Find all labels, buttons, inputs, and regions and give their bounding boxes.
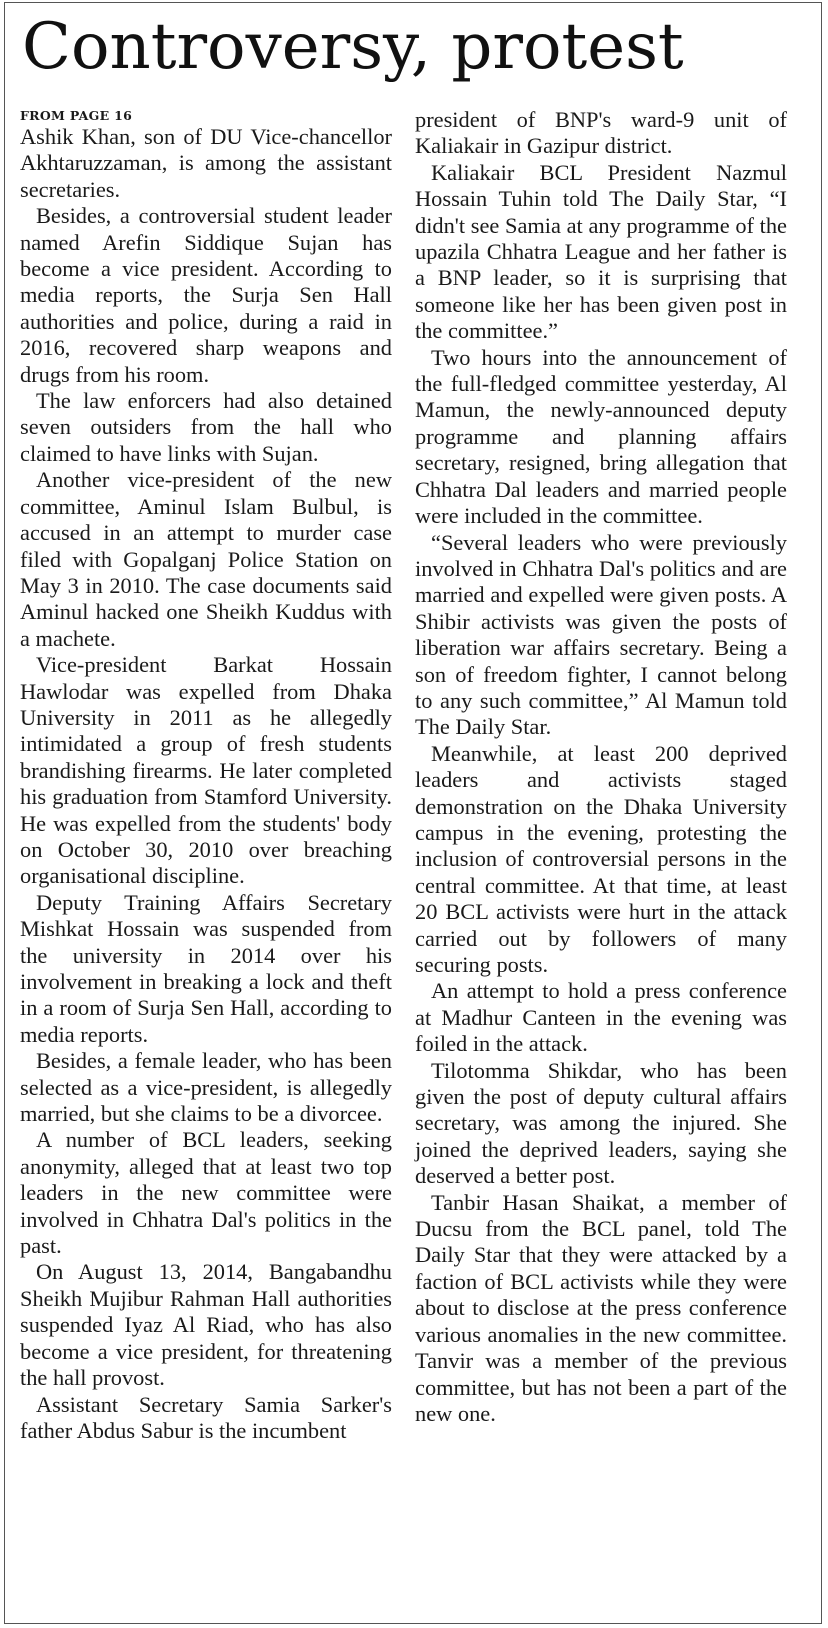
paragraph: Meanwhile, at least 200 deprived leaders and activists staged demonstration on the Dhaka University campus in the evening, protesting the inclusion of controversial persons in the central committee. At that time, at least 20 BCL activists were hurt in the attack carried out by followers of many securing posts.	[415, 740, 787, 977]
jump-line: FROM PAGE 16	[20, 108, 133, 123]
paragraph: Deputy Training Affairs Secretary Mishkat Hossain was suspended from the university in 2014 over his involvement in breaking a lock and theft in a room of Surja Sen Hall, according to media reports.	[20, 889, 392, 1047]
paragraph: Assistant Secretary Samia Sarker's father Abdus Sabur is the incumbent	[20, 1391, 392, 1443]
paragraph: Vice-president Barkat Hossain Hawlodar was expelled from Dhaka University in 2011 as he allegedly intimidated a group of fresh students brandishing firearms. He later completed his graduation from Stamford University. He was expelled from the students' body on October 30, 2010 over breaching organisational discipline.	[20, 652, 392, 889]
paragraph: “Several leaders who were previously involved in Chhatra Dal's politics and are married and expelled were given posts. A Shibir activists was given the posts of liberation war affairs secretary. Being a son of freedom fighter, I cannot belong to any such committee,” Al Mamun told The Daily Star.	[415, 529, 787, 740]
paragraph: Besides, a controversial student leader named Arefin Siddique Sujan has become a vice president. According to media reports, the Surja Sen Hall authorities and police, during a raid in 2016, recovered sharp weapons and drugs from his room.	[20, 203, 392, 387]
paragraph: An attempt to hold a press conference at Madhur Canteen in the evening was foiled in the attack.	[415, 978, 787, 1057]
article-column-right	[415, 107, 787, 1427]
paragraph: Besides, a female leader, who has been selected as a vice-president, is allegedly married, but she claims to be a divorcee.	[20, 1048, 392, 1127]
paragraph: Tanbir Hasan Shaikat, a member of Ducsu from the BCL panel, told The Daily Star that they were attacked by a faction of BCL activists while they were about to disclose at the press conference various anomalies in the new committee. Tanvir was a member of the previous committee, but has not been a part of the new one.	[415, 1189, 787, 1426]
paragraph: Ashik Khan, son of DU Vice-chancellor Akhtaruzzaman, is among the assistant secretaries.	[20, 124, 392, 202]
paragraph: Kaliakair BCL President Nazmul Hossain Tuhin told The Daily Star, “I didn't see Samia at any programme of the upazila Chhatra League and her father is a BNP leader, so it is surprising that someone like her has been given post in the committee.”	[415, 159, 787, 344]
paragraph: Two hours into the announcement of the full-fledged committee yesterday, Al Mamun, the newly-announced deputy programme and planning affairs secretary, resigned, bring allegation that Chhatra Dal leaders and married people were included in the committee.	[415, 344, 787, 529]
paragraph-continuation: president of BNP's ward-9 unit of Kaliakair in Gazipur district.	[415, 107, 787, 159]
paragraph: A number of BCL leaders, seeking anonymity, alleged that at least two top leaders in the new committee were involved in Chhatra Dal's politics in the past.	[20, 1127, 392, 1259]
article-column-left	[20, 107, 392, 1444]
headline: Controversy, protest	[22, 10, 684, 84]
paragraph: Tilotomma Shikdar, who has been given the post of deputy cultural affairs secretary, was among the injured. She joined the deprived leaders, saying she deserved a better post.	[415, 1057, 787, 1189]
paragraph: The law enforcers had also detained seven outsiders from the hall who claimed to have links with Sujan.	[20, 388, 392, 466]
paragraph: On August 13, 2014, Bangabandhu Sheikh Mujibur Rahman Hall authorities suspended Iyaz Al Riad, who has also become a vice president, for threatening the hall provost.	[20, 1259, 392, 1391]
paragraph: Another vice-president of the new committee, Aminul Islam Bulbul, is accused in an attempt to murder case filed with Gopalganj Police Station on May 3 in 2010. The case documents said Aminul hacked one Sheikh Kuddus with a machete.	[20, 467, 392, 651]
